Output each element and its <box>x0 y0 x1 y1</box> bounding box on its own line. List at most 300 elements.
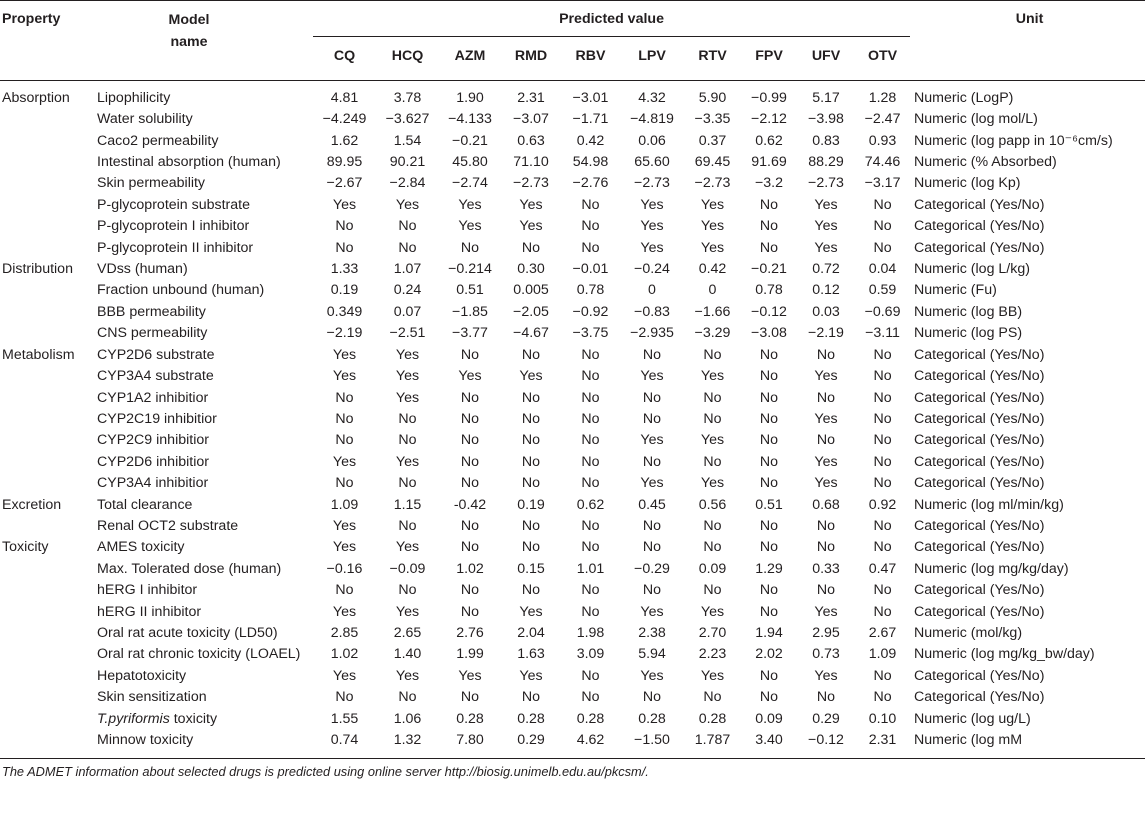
value-cell-otv: 2.31 <box>868 732 897 748</box>
value-cell-ufv: Yes <box>814 453 838 470</box>
species-name: T.pyriformis <box>97 710 170 727</box>
value-cell-azm: −4.133 <box>448 111 492 128</box>
value-cell-rbv: −1.71 <box>572 111 609 128</box>
table-row <box>0 195 1145 216</box>
table-row <box>0 366 1145 387</box>
value-cell-hcq: 90.21 <box>389 154 426 171</box>
value-cell-fpv: No <box>759 453 779 470</box>
value-cell-rmd: 1.63 <box>517 646 545 663</box>
value-cell-rbv: No <box>581 475 600 492</box>
unit-cell: Categorical (Yes/No) <box>914 603 1045 620</box>
value-cell-rbv: 1.98 <box>576 624 605 641</box>
value-cell-hcq: 0.24 <box>393 282 422 299</box>
model-name-cell: Skin permeability <box>97 175 206 192</box>
model-name-cell: Caco2 permeability <box>97 132 219 149</box>
header-drug-fpv: FPV <box>755 48 783 65</box>
value-cell-fpv: 1.94 <box>755 624 783 641</box>
value-cell-otv: 1.09 <box>868 646 897 663</box>
value-cell-rtv: No <box>703 517 722 534</box>
value-cell-hcq: −2.51 <box>389 325 426 342</box>
value-cell-hcq: Yes <box>395 389 420 406</box>
model-name-cell: Oral rat acute toxicity (LD50) <box>97 624 278 641</box>
value-cell-lpv: −4.819 <box>630 111 674 128</box>
value-cell-azm: No <box>460 689 480 706</box>
value-cell-rtv: 0.09 <box>698 560 727 577</box>
value-cell-azm: Yes <box>458 368 482 385</box>
unit-cell: Numeric (log mM <box>914 732 1023 748</box>
value-cell-rbv: −3.01 <box>572 89 609 106</box>
value-cell-otv: No <box>873 582 892 599</box>
unit-cell: Categorical (Yes/No) <box>914 239 1045 256</box>
value-cell-lpv: Yes <box>640 368 664 385</box>
value-cell-ufv: −3.98 <box>808 111 844 128</box>
value-cell-ufv: Yes <box>814 603 838 620</box>
property-group-cell <box>0 131 94 152</box>
model-name-cell: Total clearance <box>97 496 193 513</box>
value-cell-cq: No <box>335 239 354 256</box>
value-cell-cq: −4.249 <box>322 111 367 128</box>
value-cell-otv: 0.10 <box>868 710 897 727</box>
value-cell-rtv: No <box>703 582 722 599</box>
table-row <box>0 516 1145 537</box>
model-name-cell: CYP3A4 inhibitior <box>97 475 209 492</box>
value-cell-ufv: No <box>816 346 836 363</box>
value-cell-rbv: No <box>581 689 600 706</box>
value-cell-hcq: 1.32 <box>393 732 422 748</box>
value-cell-otv: −3.11 <box>865 325 900 342</box>
unit-cell: Numeric (log L/kg) <box>914 261 1030 278</box>
value-cell-cq: Yes <box>332 517 357 534</box>
unit-cell: Categorical (Yes/No) <box>914 517 1045 534</box>
value-cell-otv: No <box>873 239 892 256</box>
property-group-cell <box>0 173 94 194</box>
value-cell-fpv: No <box>759 218 779 235</box>
value-cell-fpv: −0.21 <box>751 261 787 278</box>
value-cell-otv: No <box>873 196 892 213</box>
value-cell-fpv: No <box>759 389 779 406</box>
value-cell-lpv: No <box>642 582 662 599</box>
value-cell-ufv: Yes <box>814 667 838 684</box>
value-cell-cq: No <box>335 582 354 599</box>
value-cell-ufv: 0.29 <box>812 710 840 727</box>
value-cell-azm: 0.28 <box>456 710 484 727</box>
unit-cell: Categorical (Yes/No) <box>914 582 1045 599</box>
model-name-cell: hERG I inhibitor <box>97 582 198 599</box>
table-row <box>0 495 1145 516</box>
header-property: Property <box>2 11 61 27</box>
unit-cell: Numeric (Fu) <box>914 282 997 299</box>
value-cell-fpv: No <box>759 346 779 363</box>
value-cell-rmd: Yes <box>519 218 543 235</box>
value-cell-cq: 1.55 <box>330 710 359 727</box>
value-cell-rmd: 0.30 <box>517 261 545 278</box>
property-group-cell: Toxicity <box>2 539 49 556</box>
table-row <box>0 302 1145 323</box>
value-cell-cq: 0.349 <box>326 303 363 320</box>
value-cell-cq: Yes <box>332 346 357 363</box>
value-cell-ufv: 2.95 <box>812 624 840 641</box>
value-cell-hcq: Yes <box>395 603 420 620</box>
value-cell-fpv: No <box>759 239 779 256</box>
value-cell-fpv: 0.78 <box>755 282 783 299</box>
value-cell-rmd: −4.67 <box>513 325 549 342</box>
table-row <box>0 452 1145 473</box>
value-cell-rbv: No <box>581 389 600 406</box>
value-cell-fpv: −2.12 <box>751 111 787 128</box>
table-row <box>0 473 1145 494</box>
value-cell-fpv: 0.09 <box>755 710 783 727</box>
value-cell-rbv: 3.09 <box>576 646 605 663</box>
model-name-cell: Renal OCT2 substrate <box>97 517 239 534</box>
value-cell-rtv: Yes <box>700 196 725 213</box>
value-cell-otv: 0.92 <box>868 496 897 513</box>
unit-cell: Categorical (Yes/No) <box>914 453 1045 470</box>
value-cell-rmd: No <box>521 239 541 256</box>
value-cell-rbv: No <box>581 239 600 256</box>
value-cell-rmd: 0.63 <box>517 132 545 149</box>
value-cell-hcq: 3.78 <box>393 89 422 106</box>
value-cell-rtv: 0.56 <box>698 496 727 513</box>
unit-cell: Categorical (Yes/No) <box>914 689 1045 706</box>
value-cell-cq: Yes <box>332 667 357 684</box>
model-name-cell: CYP2C19 inhibitior <box>97 410 217 427</box>
value-cell-otv: No <box>873 432 892 449</box>
value-cell-hcq: No <box>398 432 417 449</box>
value-cell-lpv: 0.06 <box>638 132 666 149</box>
value-cell-ufv: Yes <box>814 196 838 213</box>
value-cell-ufv: 0.12 <box>812 282 840 299</box>
table-row <box>0 109 1145 130</box>
value-cell-azm: No <box>460 410 480 427</box>
value-cell-lpv: 2.38 <box>638 624 666 641</box>
value-cell-ufv: 0.83 <box>812 132 840 149</box>
value-cell-azm: 7.80 <box>456 732 484 748</box>
value-cell-hcq: No <box>398 582 417 599</box>
value-cell-lpv: No <box>642 453 662 470</box>
value-cell-rmd: No <box>521 346 541 363</box>
value-cell-hcq: Yes <box>395 453 420 470</box>
property-group-cell <box>0 730 94 758</box>
value-cell-lpv: Yes <box>640 667 664 684</box>
value-cell-fpv: No <box>759 196 779 213</box>
unit-cell: Categorical (Yes/No) <box>914 389 1045 406</box>
value-cell-hcq: Yes <box>395 667 420 684</box>
value-cell-ufv: 0.72 <box>812 261 840 278</box>
value-cell-cq: −2.67 <box>326 175 363 192</box>
value-cell-ufv: 0.68 <box>812 496 840 513</box>
table-row <box>0 730 1145 758</box>
value-cell-rtv: Yes <box>700 475 725 492</box>
table-row <box>0 345 1145 366</box>
value-cell-otv: 74.46 <box>864 154 901 171</box>
table-row <box>0 580 1145 601</box>
value-cell-ufv: No <box>816 689 836 706</box>
model-name-cell: Water solubility <box>97 111 193 128</box>
table-row <box>0 280 1145 301</box>
property-group-cell <box>0 366 94 387</box>
value-cell-rbv: −0.92 <box>572 303 609 320</box>
value-cell-cq: No <box>335 689 354 706</box>
value-cell-rbv: No <box>581 603 600 620</box>
value-cell-rmd: 0.29 <box>517 732 545 748</box>
value-cell-hcq: Yes <box>395 346 420 363</box>
value-cell-hcq: No <box>398 218 417 235</box>
value-cell-rbv: 0.78 <box>576 282 605 299</box>
value-cell-cq: 0.74 <box>330 732 359 748</box>
value-cell-rtv: 2.70 <box>698 624 727 641</box>
value-cell-azm: -0.42 <box>453 496 487 513</box>
value-cell-fpv: No <box>759 432 779 449</box>
value-cell-lpv: 0 <box>648 282 656 299</box>
value-cell-rbv: No <box>581 539 600 556</box>
model-name-cell: P-glycoprotein II inhibitor <box>97 239 254 256</box>
model-name-cell: CYP2C9 inhibitior <box>97 432 209 449</box>
value-cell-fpv: 91.69 <box>751 154 787 171</box>
model-name-cell: AMES toxicity <box>97 539 185 556</box>
value-cell-rbv: 4.62 <box>576 732 605 748</box>
value-cell-lpv: 0.28 <box>638 710 666 727</box>
value-cell-fpv: No <box>759 667 779 684</box>
value-cell-rmd: 0.005 <box>513 282 549 299</box>
value-cell-hcq: No <box>398 475 417 492</box>
value-cell-rtv: 5.90 <box>698 89 727 106</box>
value-cell-cq: No <box>335 218 354 235</box>
value-cell-azm: 1.02 <box>456 560 484 577</box>
value-cell-ufv: Yes <box>814 410 838 427</box>
unit-cell: Categorical (Yes/No) <box>914 410 1045 427</box>
unit-cell: Numeric (log Kp) <box>914 175 1021 192</box>
value-cell-fpv: No <box>759 368 779 385</box>
table-header <box>0 1 1145 81</box>
unit-cell: Categorical (Yes/No) <box>914 475 1045 492</box>
value-cell-ufv: 0.73 <box>812 646 840 663</box>
value-cell-fpv: No <box>759 603 779 620</box>
value-cell-rtv: 1.787 <box>694 732 731 748</box>
header-drug-lpv: LPV <box>638 48 666 65</box>
property-group-cell <box>0 623 94 644</box>
value-cell-ufv: −2.73 <box>808 175 844 192</box>
value-cell-ufv: −0.12 <box>808 732 844 748</box>
property-group-cell <box>0 152 94 173</box>
model-name-cell: CYP2D6 substrate <box>97 346 215 363</box>
value-cell-lpv: Yes <box>640 432 664 449</box>
value-cell-otv: No <box>873 539 892 556</box>
value-cell-hcq: −0.09 <box>389 560 426 577</box>
value-cell-rtv: No <box>703 346 722 363</box>
value-cell-rmd: No <box>521 453 541 470</box>
value-cell-azm: 45.80 <box>452 154 488 171</box>
value-cell-azm: −3.77 <box>452 325 488 342</box>
value-cell-rtv: −2.73 <box>694 175 731 192</box>
value-cell-hcq: −2.84 <box>389 175 426 192</box>
value-cell-lpv: No <box>642 689 662 706</box>
unit-cell: Categorical (Yes/No) <box>914 667 1045 684</box>
value-cell-ufv: 5.17 <box>812 89 840 106</box>
header-unit: Unit <box>1015 11 1044 27</box>
property-group-cell <box>0 709 94 730</box>
value-cell-rtv: 0.42 <box>698 261 727 278</box>
value-cell-hcq: Yes <box>395 196 420 213</box>
unit-cell: Numeric (LogP) <box>914 89 1014 106</box>
value-cell-cq: No <box>335 389 354 406</box>
value-cell-cq: 4.81 <box>330 89 359 106</box>
value-cell-fpv: 3.40 <box>755 732 783 748</box>
value-cell-otv: No <box>873 667 892 684</box>
header-drug-rmd: RMD <box>514 48 548 65</box>
value-cell-rbv: No <box>581 346 600 363</box>
value-cell-hcq: 1.54 <box>393 132 422 149</box>
value-cell-lpv: −2.73 <box>634 175 670 192</box>
value-cell-fpv: No <box>759 689 779 706</box>
value-cell-rmd: 2.04 <box>517 624 545 641</box>
value-cell-azm: No <box>460 517 480 534</box>
table-row <box>0 131 1145 152</box>
value-cell-ufv: Yes <box>814 475 838 492</box>
table-row <box>0 430 1145 451</box>
value-cell-azm: −2.74 <box>452 175 488 192</box>
table-row <box>0 644 1145 665</box>
header-drug-rbv: RBV <box>575 48 606 65</box>
property-group-cell <box>0 580 94 601</box>
value-cell-otv: −0.69 <box>864 303 901 320</box>
header-drug-azm: AZM <box>454 48 486 65</box>
property-group-cell: Excretion <box>2 496 62 513</box>
table-footnote: The ADMET information about selected drugs is predicted using online server http://biosig.unimelb.edu.au/pkcsm/. <box>2 764 649 780</box>
value-cell-ufv: 0.33 <box>812 560 840 577</box>
table-row <box>0 216 1145 237</box>
value-cell-cq: Yes <box>332 603 357 620</box>
model-name-cell: hERG II inhibitor <box>97 603 202 620</box>
value-cell-hcq: 1.15 <box>393 496 422 513</box>
unit-cell: Numeric (log mg/kg_bw/day) <box>914 646 1095 663</box>
table-row <box>0 238 1145 259</box>
property-group-cell <box>0 195 94 216</box>
value-cell-hcq: No <box>398 239 417 256</box>
value-cell-otv: No <box>873 453 892 470</box>
value-cell-azm: 0.51 <box>456 282 484 299</box>
table-row <box>0 559 1145 580</box>
property-group-cell <box>0 602 94 623</box>
property-group-cell <box>0 323 94 344</box>
value-cell-rmd: 0.19 <box>517 496 545 513</box>
value-cell-otv: −3.17 <box>864 175 901 192</box>
value-cell-cq: Yes <box>332 539 357 556</box>
value-cell-rmd: No <box>521 389 541 406</box>
model-name-cell: CYP3A4 substrate <box>97 368 214 385</box>
value-cell-rtv: 2.23 <box>698 646 727 663</box>
value-cell-azm: No <box>460 453 480 470</box>
value-cell-otv: 0.59 <box>868 282 897 299</box>
value-cell-lpv: No <box>642 346 662 363</box>
value-cell-lpv: Yes <box>640 475 664 492</box>
value-cell-cq: Yes <box>332 196 357 213</box>
table-row <box>0 666 1145 687</box>
value-cell-cq: −0.16 <box>326 560 363 577</box>
model-name-cell: CYP1A2 inhibitior <box>97 389 209 406</box>
value-cell-hcq: 1.40 <box>393 646 422 663</box>
model-name-cell: P-glycoprotein I inhibitor <box>97 218 250 235</box>
value-cell-hcq: 0.07 <box>393 303 422 320</box>
value-cell-rmd: No <box>521 517 541 534</box>
value-cell-rtv: No <box>703 539 722 556</box>
value-cell-hcq: Yes <box>395 368 420 385</box>
value-cell-lpv: No <box>642 517 662 534</box>
unit-cell: Numeric (mol/kg) <box>914 624 1023 641</box>
model-name-cell: Fraction unbound (human) <box>97 282 265 299</box>
value-cell-fpv: No <box>759 517 779 534</box>
property-group-cell <box>0 109 94 130</box>
value-cell-fpv: 2.02 <box>755 646 783 663</box>
value-cell-otv: No <box>873 517 892 534</box>
property-group-cell <box>0 666 94 687</box>
value-cell-azm: No <box>460 582 480 599</box>
value-cell-rmd: 0.15 <box>517 560 545 577</box>
model-name-cell: T.pyriformis toxicity <box>97 710 218 727</box>
value-cell-rbv: No <box>581 517 600 534</box>
table-row <box>0 388 1145 409</box>
value-cell-hcq: 2.65 <box>393 624 422 641</box>
value-cell-lpv: 4.32 <box>638 89 666 106</box>
property-group-cell: Distribution <box>2 261 73 278</box>
value-cell-rtv: No <box>703 453 722 470</box>
property-group-cell <box>0 473 94 494</box>
value-cell-rbv: 0.62 <box>576 496 605 513</box>
unit-cell: Categorical (Yes/No) <box>914 368 1045 385</box>
value-cell-otv: 0.47 <box>868 560 897 577</box>
unit-cell: Numeric (log BB) <box>914 303 1023 320</box>
value-cell-fpv: No <box>759 475 779 492</box>
property-group-cell <box>0 409 94 430</box>
value-cell-azm: 2.76 <box>456 624 484 641</box>
value-cell-azm: No <box>460 603 480 620</box>
value-cell-lpv: Yes <box>640 218 664 235</box>
value-cell-azm: 1.99 <box>456 646 484 663</box>
value-cell-fpv: 0.51 <box>755 496 783 513</box>
value-cell-rmd: 2.31 <box>517 89 545 106</box>
value-cell-fpv: No <box>759 582 779 599</box>
value-cell-rmd: No <box>521 432 541 449</box>
header-drug-otv: OTV <box>867 48 898 65</box>
value-cell-hcq: 1.06 <box>393 710 422 727</box>
model-name-cell: BBB permeability <box>97 303 206 320</box>
value-cell-hcq: No <box>398 410 417 427</box>
header-drug-ufv: UFV <box>811 48 841 65</box>
value-cell-lpv: −0.29 <box>634 560 670 577</box>
model-name-cell: Max. Tolerated dose (human) <box>97 560 282 577</box>
value-cell-rbv: No <box>581 582 600 599</box>
model-name-cell: CYP2D6 inhibitior <box>97 453 209 470</box>
value-cell-cq: 1.62 <box>330 132 359 149</box>
property-group-cell <box>0 238 94 259</box>
value-cell-otv: No <box>873 689 892 706</box>
header-model-name-text: Model name <box>168 12 210 50</box>
value-cell-rbv: No <box>581 432 600 449</box>
model-name-cell: Hepatotoxicity <box>97 667 187 684</box>
value-cell-lpv: 0.45 <box>638 496 666 513</box>
value-cell-lpv: Yes <box>640 239 664 256</box>
value-cell-rbv: No <box>581 368 600 385</box>
value-cell-rtv: Yes <box>700 368 725 385</box>
value-cell-fpv: No <box>759 410 779 427</box>
value-cell-rtv: Yes <box>700 239 725 256</box>
value-cell-azm: Yes <box>458 196 482 213</box>
value-cell-rmd: Yes <box>519 603 543 620</box>
value-cell-azm: −0.214 <box>448 261 492 278</box>
value-cell-rtv: 69.45 <box>694 154 731 171</box>
value-cell-rbv: 1.01 <box>576 560 605 577</box>
value-cell-rmd: No <box>521 539 541 556</box>
value-cell-cq: Yes <box>332 368 357 385</box>
